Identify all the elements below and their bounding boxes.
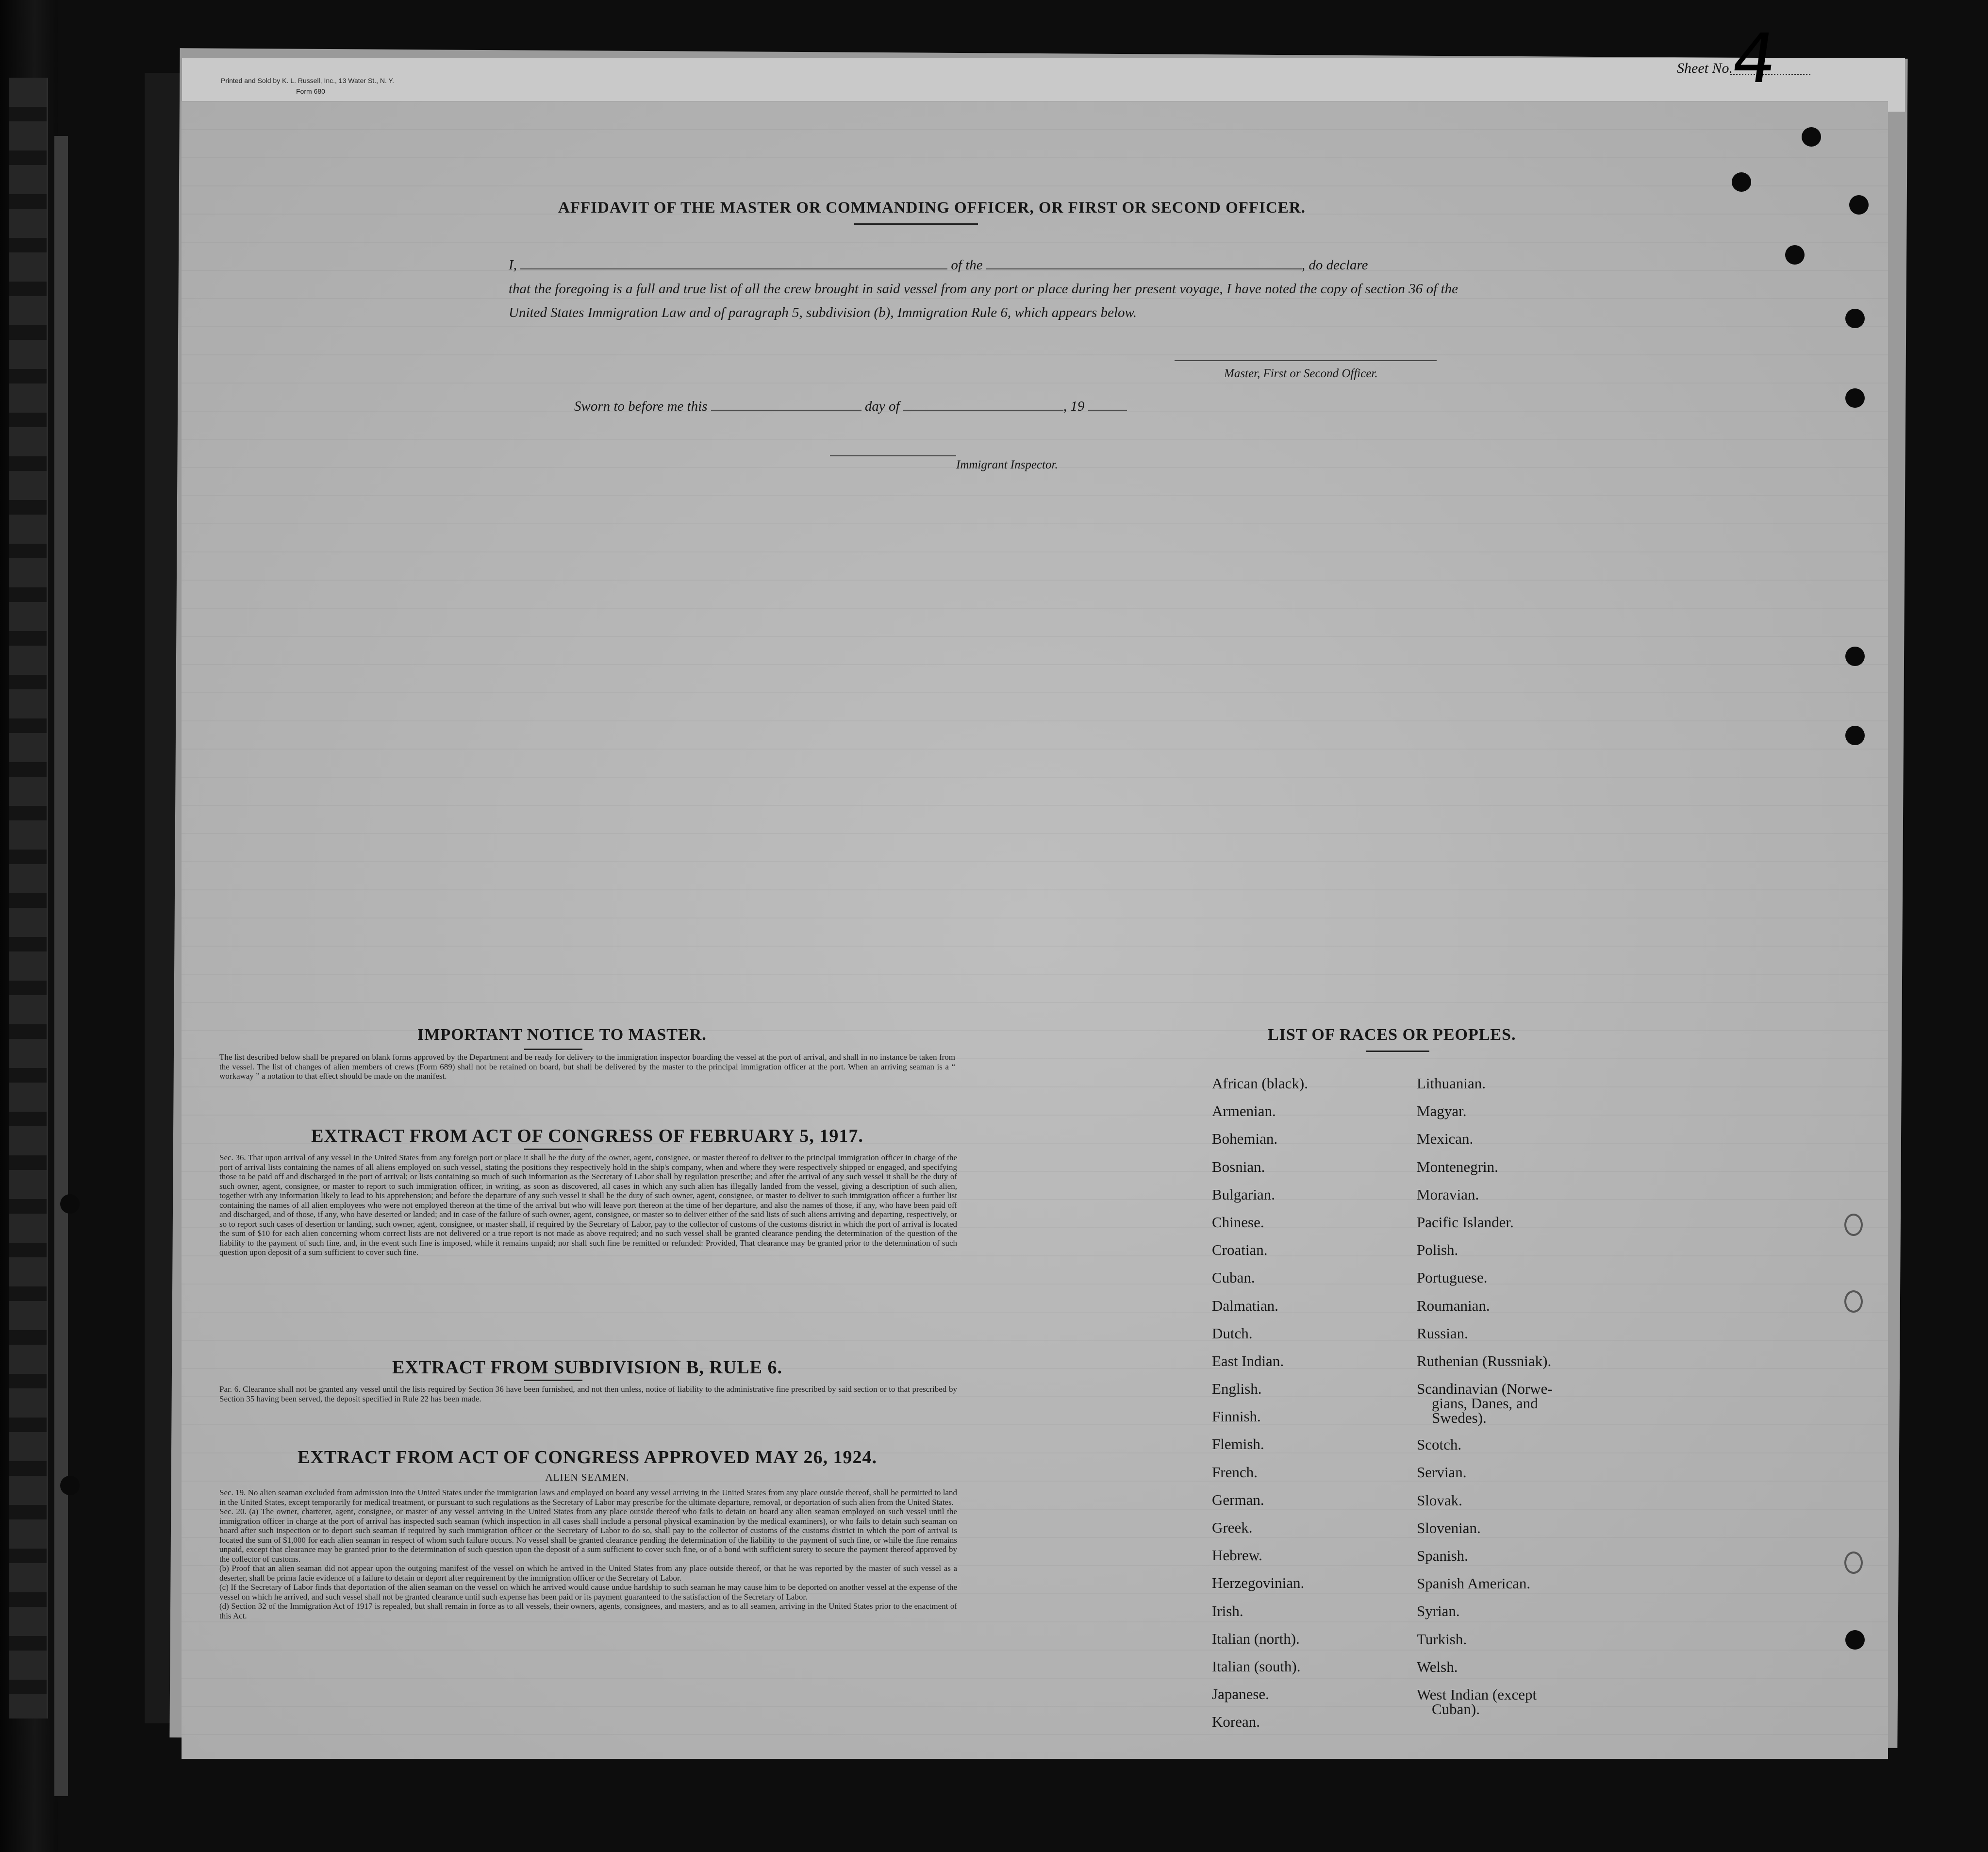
extract-1924-subtitle: ALIEN SEAMEN.	[545, 1471, 630, 1483]
race-item: Korean.	[1212, 1713, 1260, 1731]
signature-caption: Master, First or Second Officer.	[1224, 367, 1378, 380]
race-item: West Indian (except	[1417, 1685, 1537, 1703]
punch-hole	[1732, 172, 1751, 192]
notice-body: The list described below shall be prepared on blank forms approved by the Department and be ready for delivery to the immigration inspector boarding the vessel at the port of arrival, and shall in no instance be taken from the vessel. The list of changes of alien members of crews (Form 689) shall not be retained on board, but shall be delivered by the master to the principal immigration officer at the port. When an arriving seaman is a “ workaway ” a notation to that effect should be made on the manifest.	[219, 1052, 955, 1081]
race-item: Mexican.	[1417, 1130, 1474, 1148]
punch-hole	[1849, 195, 1869, 215]
extract-rule6-body: Par. 6. Clearance shall not be granted any vessel until the lists required by Section 36 have been furnished, and not then unless, notice of liability to the administrative fine prescribed by said section or to that prescribed by Section 35 having been served, the deposit specified in Rule 22 has been made.	[219, 1385, 957, 1403]
section-20d: (d) Section 32 of the Immigration Act of 1917 is repealed, but shall remain in force as to all vessels, their owners, agents, consignees, and masters, and as to all seamen, arriving in the United States prior to the enactment of this Act.	[219, 1602, 957, 1620]
punch-hole	[1802, 127, 1821, 147]
race-item: Bosnian.	[1212, 1158, 1265, 1175]
race-item: Irish.	[1212, 1602, 1243, 1619]
races-right-column	[1417, 1075, 1553, 1727]
punch-hole	[1845, 726, 1865, 745]
affidavit-text	[509, 253, 1458, 325]
punch-hole	[1845, 647, 1865, 666]
race-item: Syrian.	[1417, 1602, 1460, 1620]
race-item: Italian (north).	[1212, 1630, 1300, 1647]
race-item: Turkish.	[1417, 1630, 1467, 1648]
races-title: LIST OF RACES OR PEOPLES.	[1268, 1026, 1516, 1044]
affidavit-body: that the foregoing is a full and true list of all the crew brought in said vessel from any port or place during her present voyage, I have noted the copy of section 36 of the United States Immigration Law and of paragraph 5, subdivision (b), Immigration Rule 6, which appears below.	[509, 281, 1458, 320]
declaration-line	[509, 253, 1458, 277]
punch-hole	[1844, 1552, 1863, 1574]
sworn-year-prefix: , 19	[1063, 399, 1085, 414]
race-item: Armenian.	[1212, 1102, 1276, 1120]
sworn-day-blank	[711, 396, 861, 411]
race-item: Flemish.	[1212, 1435, 1264, 1453]
race-item: Pacific Islander.	[1417, 1213, 1514, 1231]
signature-line	[1175, 360, 1437, 361]
race-item: English.	[1212, 1380, 1262, 1398]
race-item: Bohemian.	[1212, 1130, 1278, 1148]
notice-rule	[524, 1049, 582, 1050]
title-rule	[854, 223, 978, 225]
sworn-day-of: day of	[864, 399, 900, 414]
declaration-i: I,	[509, 257, 517, 273]
officer-name-blank	[520, 254, 947, 269]
extract-1924-body	[219, 1488, 957, 1620]
binder-strip	[9, 78, 48, 1719]
sworn-month-blank	[903, 396, 1063, 411]
race-item: Cuban).	[1417, 1700, 1480, 1718]
race-item: French.	[1212, 1463, 1258, 1481]
race-item: Ruthenian (Russniak).	[1417, 1352, 1552, 1369]
race-item: Italian (south).	[1212, 1657, 1301, 1675]
race-item: Russian.	[1417, 1324, 1468, 1342]
volume-spine	[54, 136, 68, 1796]
sworn-year-blank	[1088, 396, 1127, 411]
affidavit-title: AFFIDAVIT OF THE MASTER OR COMMANDING OFFICER, OR FIRST OR SECOND OFFICER.	[558, 199, 1306, 217]
race-item: Slovak.	[1417, 1491, 1462, 1509]
race-item: Montenegrin.	[1417, 1158, 1498, 1175]
race-item: Chinese.	[1212, 1213, 1264, 1231]
race-item: Spanish.	[1417, 1547, 1468, 1564]
race-item: Finnish.	[1212, 1408, 1261, 1425]
races-rule	[1366, 1051, 1429, 1052]
race-item: Greek.	[1212, 1519, 1253, 1536]
section-20c: (c) If the Secretary of Labor finds that deportation of the alien seaman on the vessel on which he arrived would cause undue hardship to such seaman he may cause him to be deported on another vessel at the expense of the vessel on which he arrived, and such vessel shall not be granted clearance until such expense has been paid or its payment guaranteed to the satisfaction of the Secretary of Labor.	[219, 1583, 957, 1602]
race-item: Portuguese.	[1417, 1269, 1488, 1286]
declaration-of-the: of the	[951, 257, 983, 273]
section-20a: Sec. 20. (a) The owner, charterer, agent, consignee, or master of any vessel arriving in the United States from any place outside thereof who fails to detain on board any alien seaman employed on such vessel until the immigration officer in charge at the port of arrival has inspected such seaman (which inspection in all cases shall include a personal physical examination by the medical examiners), or who fails to detain such seaman on board after such inspection or to deport such seaman if required by such immigration officer or the Secretary of Labor to do so, shall pay to the collector of customs of the customs district in which the port of arrival is located the sum of $1,000 for each alien seaman in respect of whom such failure occurs. No vessel shall be granted clearance pending the determination of the liability to the payment of such fine, or while the fine remains unpaid, except that clearance may be granted prior to the determination of such question upon the deposit of a sum sufficient to cover such fine, or of a bond with sufficient surety to secure the payment thereof approved by the collector of customs.	[219, 1507, 957, 1564]
race-item: gians, Danes, and	[1417, 1395, 1538, 1412]
extract-1924-title: EXTRACT FROM ACT OF CONGRESS APPROVED MAY 26, 1924.	[298, 1447, 877, 1468]
race-item: Welsh.	[1417, 1658, 1458, 1675]
race-item: Servian.	[1417, 1464, 1467, 1481]
race-item: Lithuanian.	[1417, 1075, 1486, 1092]
race-item: African (black).	[1212, 1075, 1308, 1092]
extract-1917-rule	[524, 1149, 582, 1150]
extract-1917-title: EXTRACT FROM ACT OF CONGRESS OF FEBRUARY 5, 1917.	[311, 1126, 863, 1146]
race-item: Spanish American.	[1417, 1575, 1531, 1592]
section-20b: (b) Proof that an alien seaman did not appear upon the outgoing manifest of the vessel on which he arrived in the United States from any place outside thereof, or that he was reported by the master of such vessel as a deserter, shall be prima facie evidence of a failure to detain or deport after requirement by the immigration officer or the Secretary of Labor.	[219, 1564, 957, 1583]
inspector-caption: Immigrant Inspector.	[956, 458, 1058, 471]
punch-hole	[1845, 388, 1865, 408]
extract-rule6-rule	[524, 1380, 582, 1381]
race-item: Croatian.	[1212, 1241, 1268, 1259]
sheet-number-label: Sheet No.	[1677, 60, 1733, 76]
race-item: Slovenian.	[1417, 1519, 1481, 1536]
sworn-line	[574, 396, 1127, 415]
punch-hole	[1785, 245, 1805, 265]
extract-rule6-title: EXTRACT FROM SUBDIVISION B, RULE 6.	[392, 1357, 782, 1378]
race-item: Herzegovinian.	[1212, 1574, 1305, 1592]
punch-hole	[1844, 1214, 1863, 1236]
sheet-number-handwritten: 4	[1727, 19, 1782, 99]
races-left-column	[1212, 1075, 1308, 1741]
race-item: Swedes).	[1417, 1409, 1487, 1427]
race-item: Roumanian.	[1417, 1297, 1490, 1314]
punch-hole	[1845, 309, 1865, 328]
race-item: Cuban.	[1212, 1269, 1255, 1286]
punch-hole	[60, 1194, 80, 1214]
notice-title: IMPORTANT NOTICE TO MASTER.	[417, 1026, 707, 1044]
punch-hole	[1845, 1630, 1865, 1650]
race-item: Japanese.	[1212, 1685, 1269, 1703]
race-item: Dalmatian.	[1212, 1297, 1278, 1314]
inspector-signature-line	[830, 455, 956, 456]
race-item: German.	[1212, 1491, 1264, 1508]
sworn-label: Sworn to before me this	[574, 399, 708, 414]
printer-imprint: Printed and Sold by K. L. Russell, Inc., 13 Water St., N. Y.	[221, 77, 394, 84]
race-item: Polish.	[1417, 1241, 1458, 1259]
extract-1917-body: Sec. 36. That upon arrival of any vessel in the United States from any foreign port or place it shall be the duty of the owner, agent, consignee, or master thereof to deliver to the principal immigration officer in charge of the port of arrival lists containing the names of all aliens employed on such vessel, stating the positions they respectively hold in the ship's company, when and where they were respectively shipped or engaged, and specifying those to be paid off and discharged in the port of arrival; or lists containing so much of such information as the Secretary of Labor shall by regulation prescribe; and after the arrival of any such vessel it shall be the duty of such owner, agent, consignee, or master to report to such immigration officer, in writing, as soon as discovered, all cases in which any such alien has illegally landed from the vessel, giving a description of such alien, together with any information likely to lead to his apprehension; and before the departure of any such vessel it shall be the duty of such owner, agent, consignee, or master to deliver to such immigration officer a further list containing the names of all alien employees who were not employed thereon at the time of the arrival but who will leave port thereon at the time of her departure, and also the names of those, if any, who have been paid off and discharged, and of those, if any, who have deserted or landed; and in case of the failure of such owner, agent, consignee, or master so to deliver either of the said lists of such aliens arriving and departing, respectively, or so to report such cases of desertion or landing, such owner, agent, consignee, or master shall, if required by the Secretary of Labor, pay to the collector of customs of the customs district in which the port of arrival is located the sum of $10 for each alien concerning whom correct lists are not delivered or a true report is not made as above required; and no such vessel shall be granted clearance pending the determination of the question of the liability to the payment of such fine, and, in the event such fine is imposed, while it remains unpaid; nor shall such fine be remitted or refunded: Provided, That clearance may be granted prior to the determination of such question upon deposit of a sum sufficient to cover such fine.	[219, 1153, 957, 1257]
race-item: Scandinavian (Norwe-	[1417, 1380, 1553, 1398]
race-item: East Indian.	[1212, 1352, 1284, 1369]
declaration-do-declare: , do declare	[1301, 257, 1368, 273]
race-item: Magyar.	[1417, 1102, 1467, 1120]
race-item: Moravian.	[1417, 1185, 1479, 1203]
form-number: Form 680	[296, 87, 325, 95]
punch-hole	[60, 1476, 80, 1495]
race-item: Scotch.	[1417, 1436, 1462, 1453]
punch-hole	[1844, 1290, 1863, 1313]
race-item: Bulgarian.	[1212, 1185, 1275, 1203]
race-item: Hebrew.	[1212, 1547, 1262, 1564]
section-19: Sec. 19. No alien seaman excluded from admission into the United States under the immigration laws and employed on board any vessel arriving in the United States from any place outside thereof, shall be permitted to land in the United States, except temporarily for medical treatment, or pursuant to such regulations as the Secretary of Labor may prescribe for the ultimate departure, removal, or deportation of such alien from the United States.	[219, 1488, 957, 1507]
race-item: Dutch.	[1212, 1324, 1253, 1342]
vessel-name-blank	[986, 254, 1302, 269]
